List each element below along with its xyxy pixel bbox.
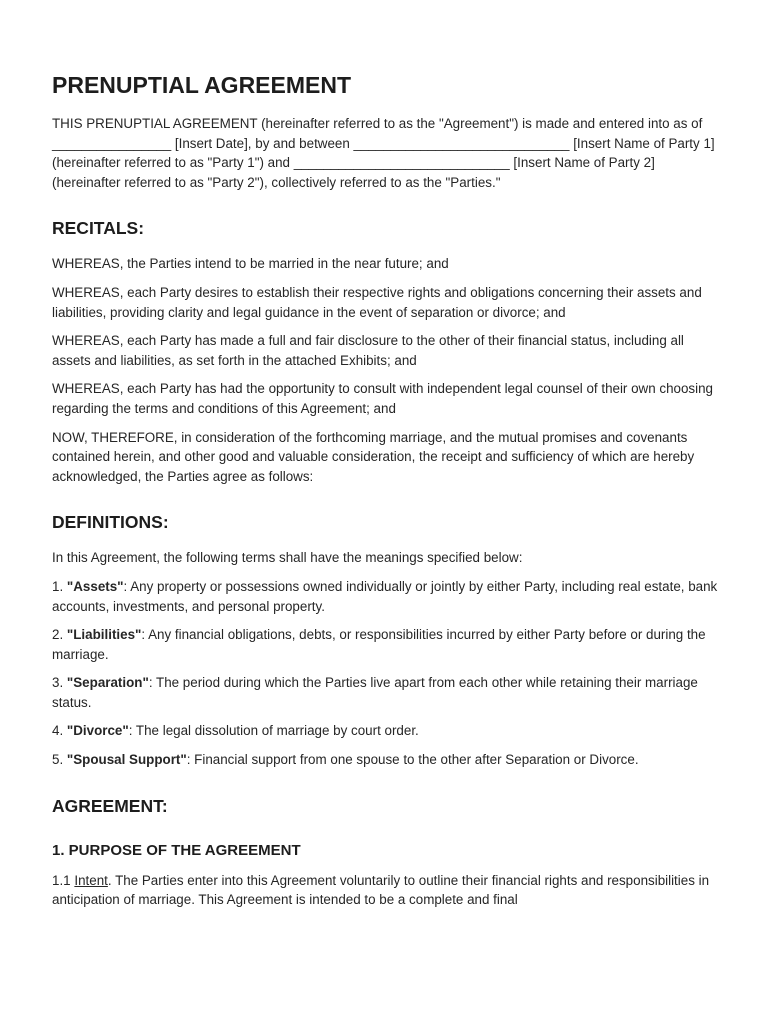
definition-text: : Any property or possessions owned individually or jointly by either Party, including real estate, bank accounts, investments, and personal property. — [52, 578, 718, 614]
recital-item: WHEREAS, each Party desires to establish their respective rights and obligations concerning their assets and liabilities, providing clarity and legal guidance in the event of separation or divorce; and — [52, 284, 702, 320]
agreement-heading: AGREEMENT: — [52, 795, 168, 816]
definition-number: 3. — [52, 675, 64, 691]
document-title: PRENUPTIAL AGREEMENT — [52, 72, 352, 98]
definition-term: "Assets" — [66, 578, 124, 594]
recitals-heading: RECITALS: — [52, 218, 145, 239]
definition-term: "Liabilities" — [66, 627, 142, 643]
recital-item: NOW, THEREFORE, in consideration of the forthcoming marriage, and the mutual promises and covenants contained herein, and other good and valuable consideration, the receipt and sufficiency of which are hereby acknowledged, the Parties agree as follows: — [52, 429, 695, 484]
definition-number: 2. — [52, 627, 64, 643]
definition-number: 1. — [52, 578, 64, 594]
definition-number: 4. — [52, 723, 64, 739]
purpose-heading: 1. PURPOSE OF THE AGREEMENT — [52, 841, 301, 859]
definition-item — [52, 625, 720, 664]
recital-item: WHEREAS, each Party has had the opportunity to consult with independent legal counsel of their own choosing regarding the terms and conditions of this Agreement; and — [52, 381, 713, 416]
definition-item — [52, 673, 720, 712]
intro-paragraph: THIS PRENUPTIAL AGREEMENT (hereinafter referred to as the "Agreement") is made and entered into as of ________________ [Insert Date], by and between _____________________________ [Insert Name of Party 1] (hereinafter referred to as "Party 1") and _____________________________ [Insert Name of Party 2] (hereinafter referred to as "Party 2"), collectively referred to as the "Parties." — [52, 116, 715, 190]
definition-text: : Any financial obligations, debts, or responsibilities incurred by either Party before or during the marriage. — [52, 627, 706, 662]
definition-term: "Divorce" — [66, 723, 129, 739]
definition-text: : The period during which the Parties live apart from each other while retaining their marriage status. — [52, 675, 698, 710]
document-page — [52, 70, 720, 910]
definitions-heading: DEFINITIONS: — [52, 512, 169, 533]
definitions-intro: In this Agreement, the following terms shall have the meanings specified below: — [52, 550, 523, 566]
recital-item: WHEREAS, the Parties intend to be married in the near future; and — [52, 256, 449, 272]
recital-item: WHEREAS, each Party has made a full and fair disclosure to the other of their financial status, including all assets and liabilities, as set forth in the attached Exhibits; and — [52, 333, 684, 368]
definition-item — [52, 750, 720, 770]
definition-term: "Separation" — [66, 675, 149, 691]
clause-title: Intent — [74, 872, 108, 888]
definition-term: "Spousal Support" — [66, 752, 187, 768]
definition-item — [52, 577, 720, 616]
definition-text: : The legal dissolution of marriage by court order. — [128, 723, 419, 739]
clause-number: 1.1 — [52, 872, 71, 888]
definition-number: 5. — [52, 752, 64, 768]
definition-text: : Financial support from one spouse to the other after Separation or Divorce. — [186, 752, 639, 768]
clause-text: . The Parties enter into this Agreement voluntarily to outline their financial rights and responsibilities in anticipation of marriage. This Agreement is intended to be a complete and final — [52, 872, 710, 908]
clause-1-1 — [52, 871, 720, 910]
definition-item — [52, 721, 720, 741]
